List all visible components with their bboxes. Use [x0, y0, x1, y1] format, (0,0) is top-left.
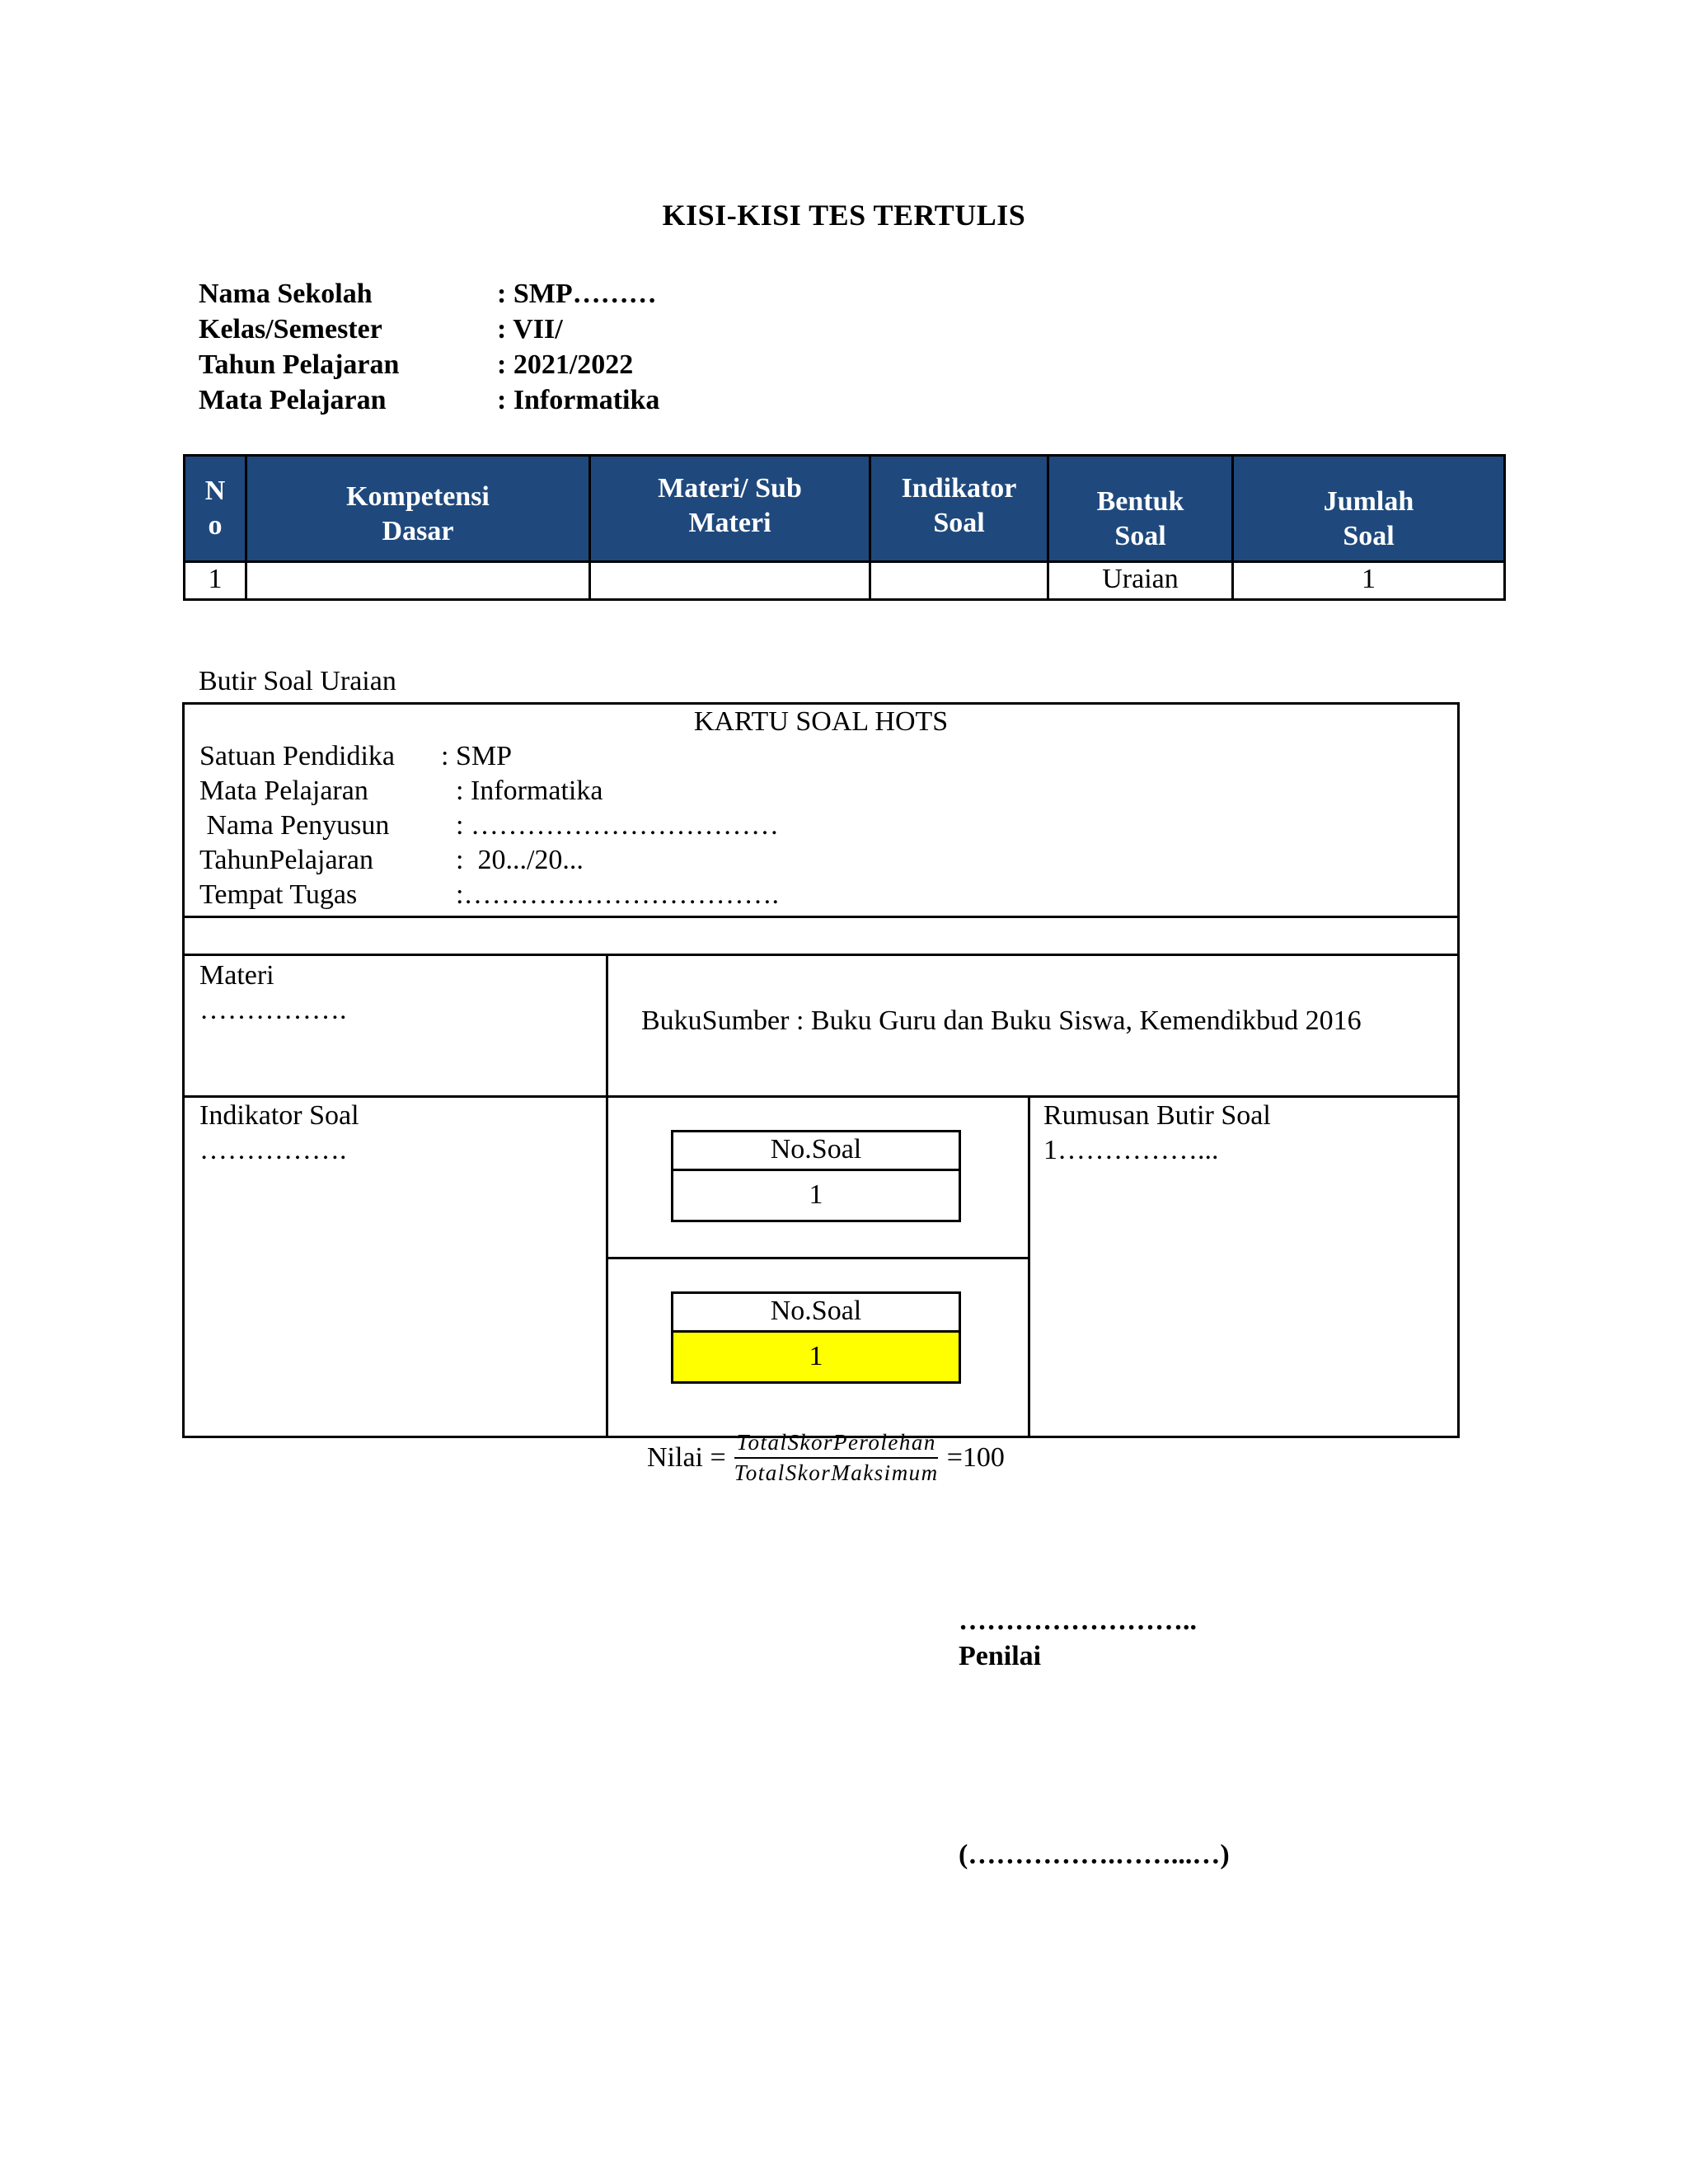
field-label-tahun: TahunPelajaran	[199, 845, 373, 875]
header-jumlah: Jumlah Soal	[1234, 457, 1503, 560]
indikator-label: Indikator Soal	[199, 1100, 359, 1131]
indikator-value: …………….	[199, 1135, 347, 1165]
card-title: KARTU SOAL HOTS	[693, 706, 949, 737]
field-label-satuan: Satuan Pendidika	[199, 741, 396, 771]
field-value-tahun: : 20.../20...	[456, 845, 584, 875]
no-soal-number: 1	[809, 1179, 823, 1210]
signature-role: Penilai	[959, 1641, 1042, 1671]
rumusan-value: 1……………...	[1043, 1135, 1219, 1165]
cell-indikator	[871, 560, 1049, 598]
cell-no: 1	[185, 560, 247, 598]
divider	[185, 954, 1457, 956]
cell-kompetensi	[247, 560, 591, 598]
signature-name: (…………….……...…)	[959, 1840, 1230, 1870]
field-value-penyusun: : ……………………………	[456, 810, 779, 841]
field-value-satuan: : SMP	[441, 741, 512, 771]
cell-materi	[591, 560, 871, 598]
kisi-table	[183, 454, 1506, 601]
header-bentuk: Bentuk Soal	[1049, 457, 1234, 560]
cell-bentuk: Uraian	[1049, 560, 1234, 598]
column-divider	[1028, 1095, 1030, 1436]
question-card	[182, 702, 1460, 1438]
field-value-tempat: :…………………………….	[456, 879, 779, 910]
info-row-class: Kelas/Semester : VII/	[199, 314, 563, 344]
buku-sumber: BukuSumber : Buku Guru dan Buku Siswa, Kemendikbud 2016	[641, 1005, 1362, 1036]
page-title: KISI-KISI TES TERTULIS	[662, 199, 1026, 232]
no-soal-box	[671, 1130, 961, 1222]
no-soal-box-highlighted	[671, 1291, 961, 1384]
divider	[185, 1095, 1457, 1098]
subheading: Butir Soal Uraian	[199, 666, 396, 696]
no-soal-label: No.Soal	[673, 1294, 959, 1333]
formula-numerator: TotalSkorPerolehan	[734, 1430, 938, 1459]
divider	[185, 916, 1457, 918]
signature-date-line: ……………………..	[959, 1605, 1197, 1636]
cell-jumlah: 1	[1234, 560, 1503, 598]
field-label-tempat: Tempat Tugas	[199, 879, 358, 910]
formula-suffix: =100	[946, 1442, 1005, 1473]
info-row-school: Nama Sekolah : SMP………	[199, 279, 657, 309]
field-label-penyusun: Nama Penyusun	[199, 810, 390, 841]
header-no: N o	[185, 457, 247, 560]
formula-prefix: Nilai =	[647, 1442, 726, 1473]
no-soal-number-highlighted: 1	[673, 1333, 959, 1381]
formula-denominator: TotalSkorMaksimum	[734, 1460, 939, 1485]
materi-value: …………….	[199, 995, 347, 1025]
info-row-subject: Mata Pelajaran : Informatika	[199, 385, 660, 415]
formula-fraction	[734, 1430, 939, 1486]
divider	[606, 1257, 1030, 1259]
school-info	[199, 276, 659, 418]
field-label-mapel: Mata Pelajaran	[199, 776, 368, 806]
no-soal-label: No.Soal	[673, 1132, 959, 1171]
header-kompetensi: Kompetensi Dasar	[247, 457, 591, 560]
info-row-year: Tahun Pelajaran : 2021/2022	[199, 349, 634, 380]
field-value-mapel: : Informatika	[456, 776, 603, 806]
rumusan-label: Rumusan Butir Soal	[1043, 1100, 1271, 1131]
score-formula	[647, 1430, 1005, 1486]
column-divider	[606, 954, 608, 1436]
materi-label: Materi	[199, 960, 274, 991]
header-indikator: Indikator Soal	[871, 457, 1049, 560]
header-materi: Materi/ Sub Materi	[591, 457, 871, 560]
